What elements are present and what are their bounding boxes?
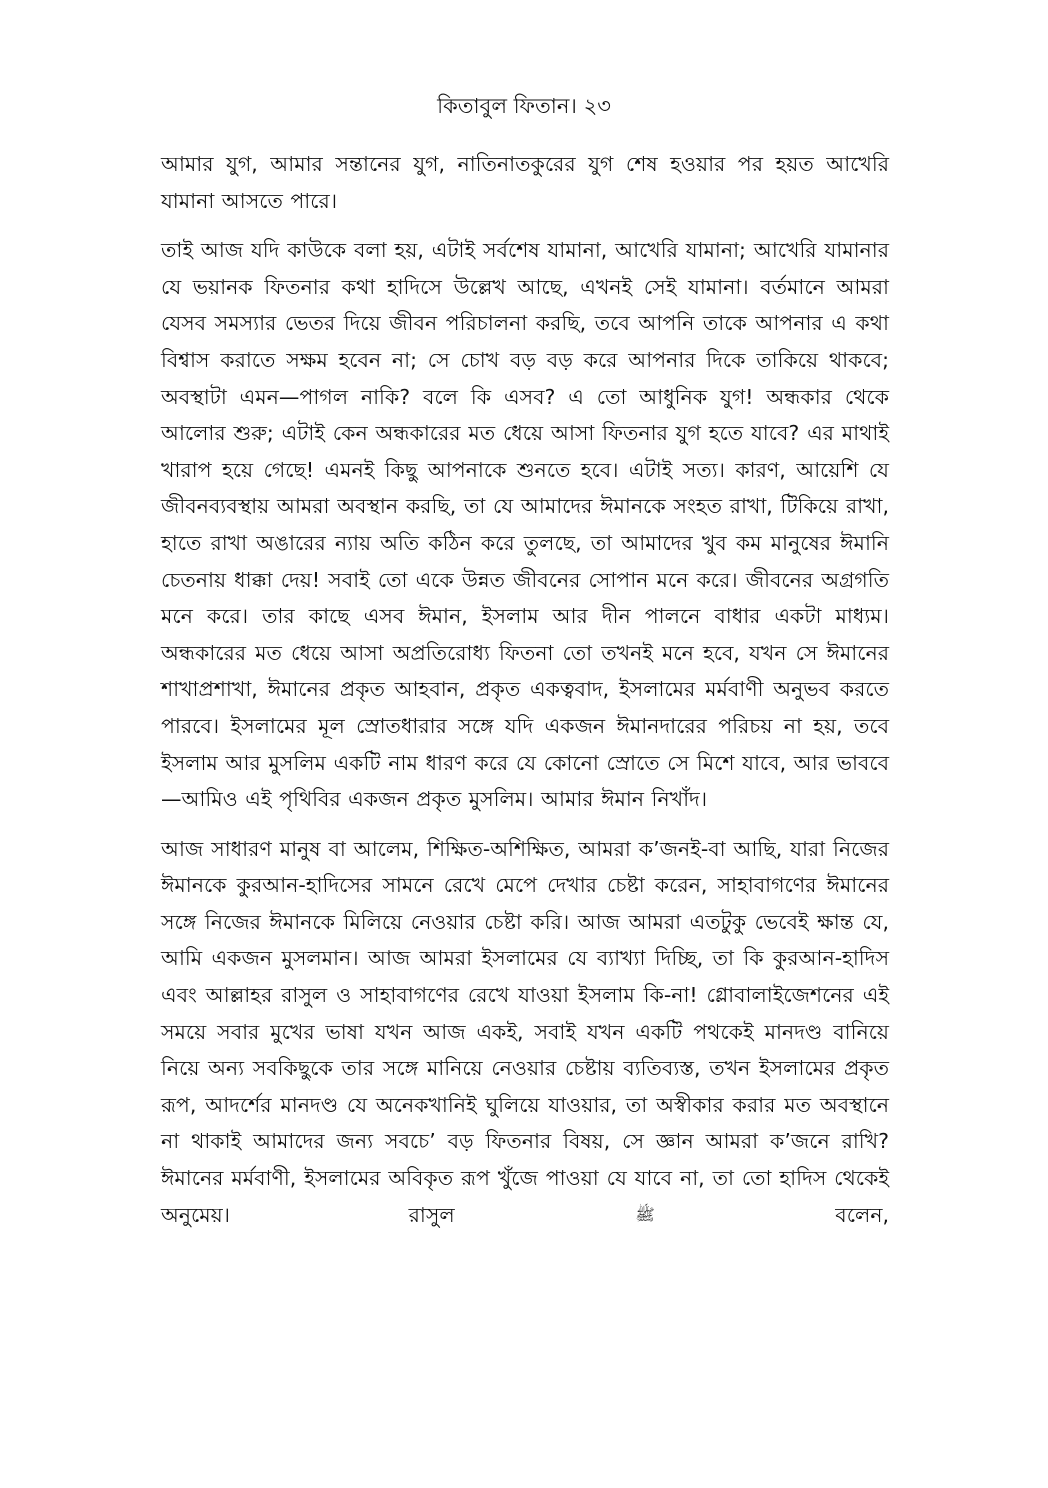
paragraph-1: আমার যুগ, আমার সন্তানের যুগ, নাতিনাতকুরের যুগ শেষ হওয়ার পর হয়ত আখেরি যামানা আসতে পারে। — [161, 152, 889, 213]
running-header: কিতাবুল ফিতান। ২৩ — [437, 94, 611, 118]
salutation-glyph: ﷺ — [635, 1204, 655, 1224]
paragraph-2: তাই আজ যদি কাউকে বলা হয়, এটাই সর্বশেষ যামানা, আখেরি যামানা; আখেরি যামানার যে ভয়ানক ফিতনার কথা হাদিসে উল্লেখ আছে, এখনই সেই যামানা। বর্তমানে আমরা যেসব সমস্যার ভেতর দিয়ে জীবন পরিচালনা করছি, তবে আপনি তাকে আপনার এ কথা বিশ্বাস করাতে সক্ষম হবেন না; সে চোখ বড় বড় করে আপনার দিকে তাকিয়ে থাকবে; অবস্থাটা এমন—পাগল নাকি? বলে কি এসব? এ তো আধুনিক যুগ! অন্ধকার থেকে আলোর শুরু; এটাই কেন অন্ধকারের মত ধেয়ে আসা ফিতনার যুগ হতে যাবে? এর মাথাই খারাপ হয়ে গেছে! এমনই কিছু আপনাকে শুনতে হবে। এটাই সত্য। কারণ, আয়েশি যে জীবনব্যবস্থায় আমরা অবস্থান করছি, তা যে আমাদের ঈমানকে সংহত রাখা, টিকিয়ে রাখা, হাতে রাখা অঙারের ন্যায় অতি কঠিন করে তুলছে, তা আমাদের খুব কম মানুষের ঈমানি চেতনায় ধাক্কা দেয়! সবাই তো একে উন্নত জীবনের সোপান মনে করে। জীবনের অগ্রগতি মনে করে। তার কাছে এসব ঈমান, ইসলাম আর দীন পালনে বাধার একটা মাধ্যম। অন্ধকারের মত ধেয়ে আসা অপ্রতিরোধ্য ফিতনা তো তখনই মনে হবে, যখন সে ঈমানের শাখাপ্রশাখা, ঈমানের প্রকৃত আহবান, প্রকৃত একত্ববাদ, ইসলামের মর্মবাণী অনুভব করতে পারবে। ইসলামের মূল স্রোতধারার সঙ্গে যদি একজন ঈমানদারের পরিচয় না হয়, তবে ইসলাম আর মুসলিম একটি নাম ধারণ করে যে কোনো স্রোতে সে মিশে যাবে, আর ভাববে—আমিও এই পৃথিবির একজন প্রকৃত মুসলিম। আমার ঈমান নিখাঁদ। — [161, 238, 889, 812]
paragraph-3 — [161, 831, 889, 1234]
body-text — [161, 146, 889, 1233]
paragraph-3-tail: বলেন, — [835, 1202, 889, 1227]
paragraph-3-text: আজ সাধারণ মানুষ বা আলেম, শিক্ষিত-অশিক্ষিত, আমরা ক’জনই-বা আছি, যারা নিজের ঈমানকে কুরআন-হাদিসের সামনে রেখে মেপে দেখার চেষ্টা করেন, সাহাবাগণের ঈমানের সঙ্গে নিজের ঈমানকে মিলিয়ে নেওয়ার চেষ্টা করি। আজ আমরা এতটুকু ভেবেই ক্ষান্ত যে, আমি একজন মুসলমান। আজ আমরা ইসলামের যে ব্যাখ্যা দিচ্ছি, তা কি কুরআন-হাদিস এবং আল্লাহর রাসুল ও সাহাবাগণের রেখে যাওয়া ইসলাম কি-না! গ্লোবালাইজেশনের এই সময়ে সবার মুখের ভাষা যখন আজ একই, সবাই যখন একটি পথকেই মানদণ্ড বানিয়ে নিয়ে অন্য সবকিছুকে তার সঙ্গে মানিয়ে নেওয়ার চেষ্টায় ব্যতিব্যস্ত, তখন ইসলামের প্রকৃত রূপ, আদর্শের মানদণ্ড যে অনেকখানিই ঘুলিয়ে যাওয়ার, তা অস্বীকার করার মত অবস্থানে না থাকাই আমাদের জন্য সবচে’ বড় ফিতনার বিষয়, সে জ্ঞান আমরা ক’জনে রাখি? ঈমানের মর্মবাণী, ইসলামের অবিকৃত রূপ খুঁজে পাওয়া যে যাবে না, তা তো হাদিস থেকেই অনুমেয়। রাসুল — [161, 836, 889, 1227]
